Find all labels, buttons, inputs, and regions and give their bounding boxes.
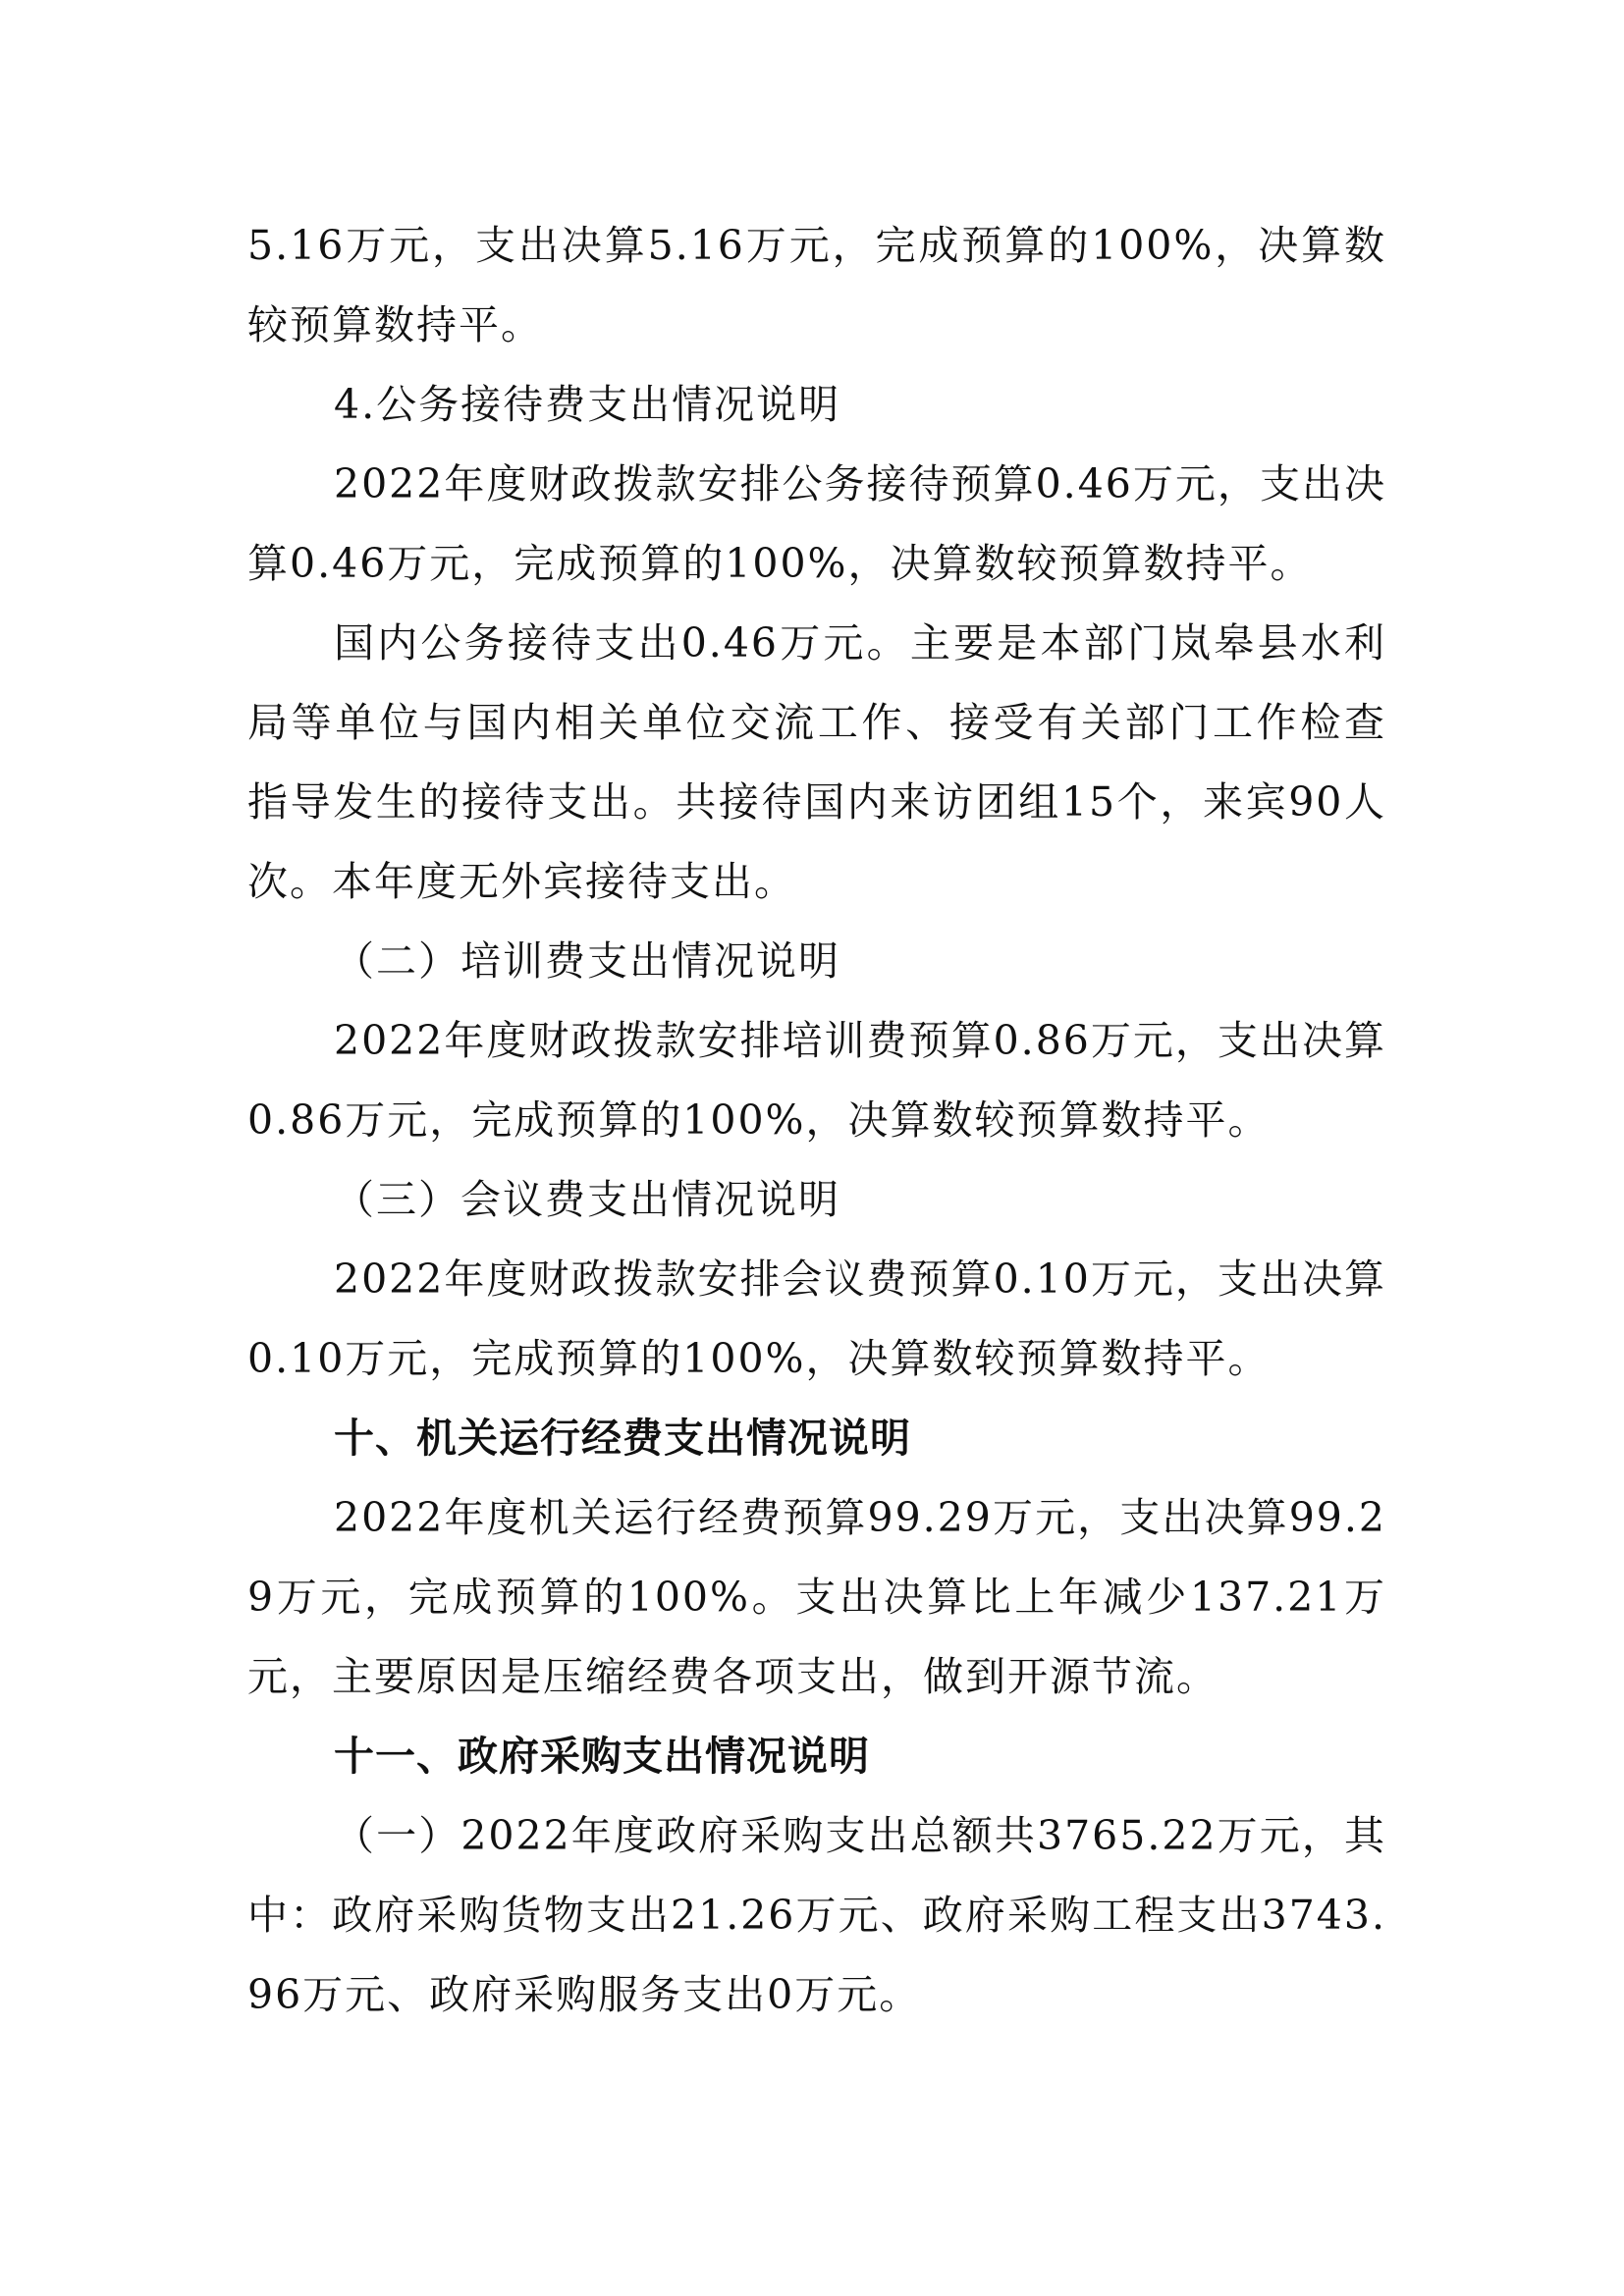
paragraph-reception-budget: 2022年度财政拨款安排公务接待预算0.46万元，支出决算0.46万元，完成预算的100%，决算数较预算数持平。 — [247, 460, 1386, 587]
document-body — [247, 206, 1386, 2035]
paragraph-procurement-total: （一）2022年度政府采购支出总额共3765.22万元，其中：政府采购货物支出21.26万元、政府采购工程支出3743.96万元、政府采购服务支出0万元。 — [247, 1812, 1386, 2018]
section-heading-operating-costs: 十、机关运行经费支出情况说明 — [334, 1415, 911, 1462]
subheading-meeting-expenses: （三）会议费支出情况说明 — [334, 1176, 840, 1223]
paragraph-meeting-budget: 2022年度财政拨款安排会议费预算0.10万元，支出决算0.10万元，完成预算的100%，决算数较预算数持平。 — [247, 1255, 1386, 1382]
paragraph-domestic-reception: 国内公务接待支出0.46万元。主要是本部门岚皋县水利局等单位与国内相关单位交流工作、接受有关部门工作检查指导发生的接待支出。共接待国内来访团组15个，来宾90人次。本年度无外宾接待支出。 — [247, 619, 1386, 905]
paragraph-continuation: 5.16万元，支出决算5.16万元，完成预算的100%，决算数较预算数持平。 — [247, 222, 1386, 348]
paragraph-operating-costs: 2022年度机关运行经费预算99.29万元，支出决算99.29万元，完成预算的100%。支出决算比上年减少137.21万元，主要原因是压缩经费各项支出，做到开源节流。 — [247, 1494, 1386, 1700]
subheading-training-expenses: （二）培训费支出情况说明 — [334, 937, 840, 985]
subheading-reception-expenses: 4.公务接待费支出情况说明 — [334, 381, 841, 428]
section-heading-procurement: 十一、政府采购支出情况说明 — [334, 1733, 870, 1780]
paragraph-training-budget: 2022年度财政拨款安排培训费预算0.86万元，支出决算0.86万元，完成预算的100%，决算数较预算数持平。 — [247, 1017, 1386, 1144]
